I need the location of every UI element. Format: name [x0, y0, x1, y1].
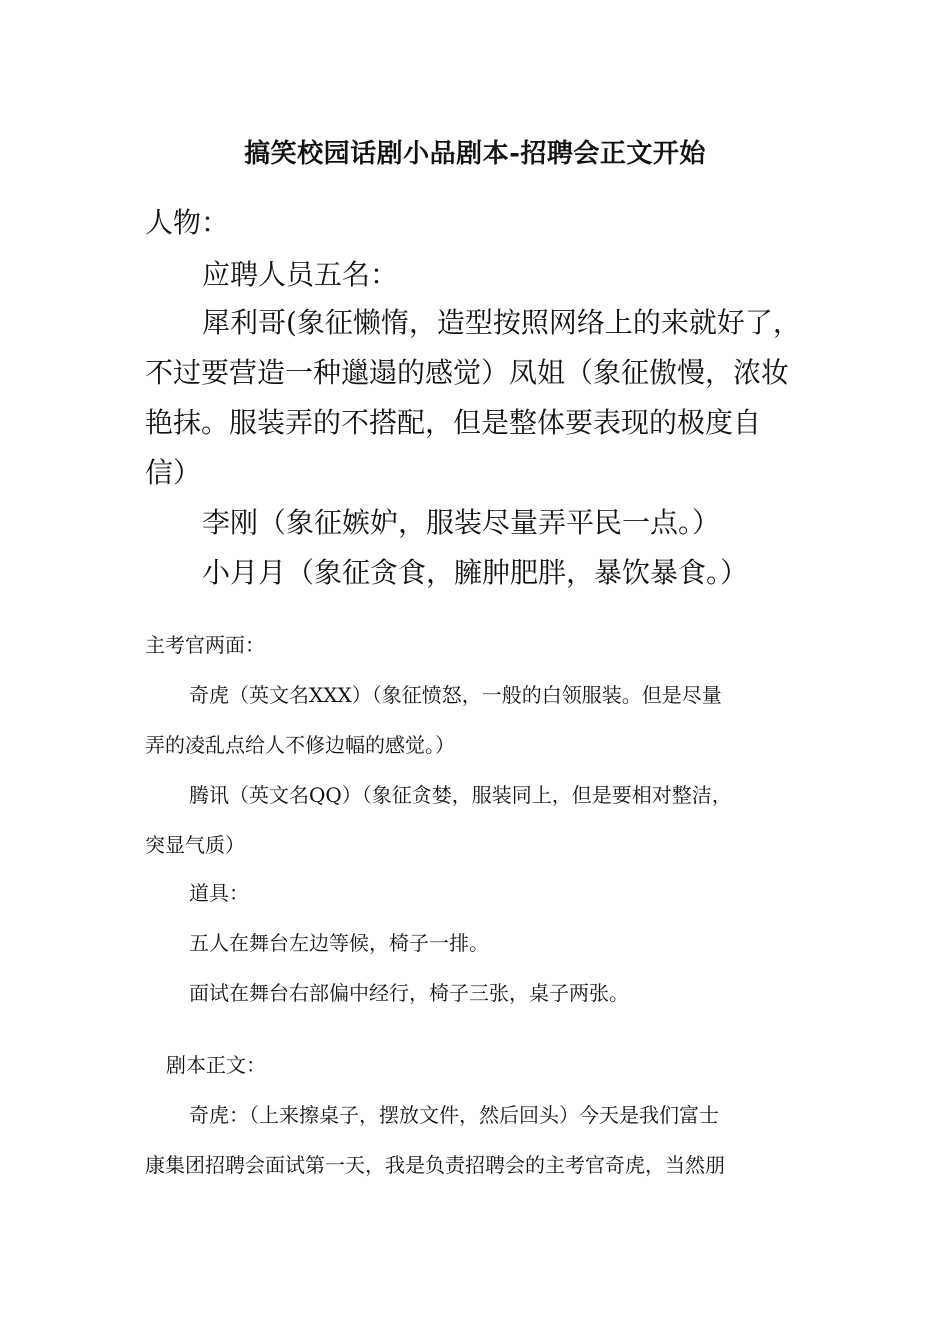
applicant-1-line-3: 艳抹。服装弄的不搭配，但是整体要表现的极度自: [145, 406, 762, 439]
examiner-1-line-2: 弄的凌乱点给人不修边幅的感觉。）: [145, 733, 455, 757]
document-title: 搞笑校园话剧小品剧本-招聘会正文开始: [244, 139, 706, 169]
applicant-4: 小月月（象征贪食，臃肿肥胖，暴饮暴食。）: [202, 556, 749, 589]
props-line-1: 五人在舞台左边等候，椅子一排。: [189, 931, 489, 955]
applicant-1-line-1: 犀利哥(象征懒惰，造型按照网络上的来就好了，: [202, 306, 801, 339]
script-heading: 剧本正文：: [166, 1053, 266, 1077]
characters-heading: 人物：: [145, 206, 230, 239]
script-line-2: 康集团招聘会面试第一天，我是负责招聘会的主考官奇虎，当然朋: [145, 1153, 725, 1177]
examiner-2-line-2: 突显气质）: [145, 833, 245, 857]
examiners-heading: 主考官两面：: [145, 633, 265, 657]
script-line-1: 奇虎：（上来擦桌子，摆放文件，然后回头）今天是我们富士: [189, 1103, 719, 1127]
applicant-3: 李刚（象征嫉妒，服装尽量弄平民一点。）: [202, 506, 721, 539]
applicants-heading: 应聘人员五名：: [202, 258, 399, 291]
props-line-2: 面试在舞台右部偏中经行，椅子三张，桌子两张。: [189, 981, 629, 1005]
examiner-1-line-1: 奇虎（英文名XXX）（象征愤怒，一般的白领服装。但是尽量: [189, 683, 722, 707]
examiner-2-line-1: 腾讯（英文名QQ）（象征贪婪，服装同上，但是要相对整洁，: [189, 783, 732, 807]
applicant-1-line-4: 信）: [145, 456, 202, 489]
applicant-1-line-2: 不过要营造一种邋遢的感觉）凤姐（象征傲慢，浓妆: [145, 356, 790, 389]
props-heading: 道具：: [189, 881, 249, 905]
